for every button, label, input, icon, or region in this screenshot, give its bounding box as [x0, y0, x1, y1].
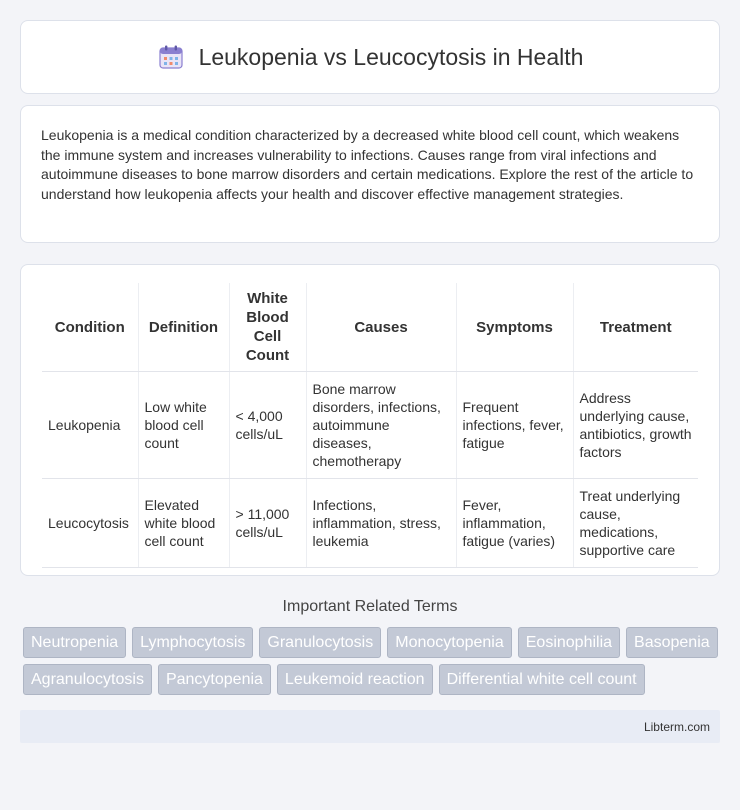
table-row [42, 479, 698, 568]
table-cell: < 4,000 cells/uL [229, 372, 306, 479]
term-tag-neutropenia[interactable]: Neutropenia [23, 627, 126, 658]
intro-card [20, 105, 720, 243]
term-tag-differential-white-cell-count[interactable]: Differential white cell count [439, 664, 645, 695]
comparison-table-card [20, 264, 720, 576]
term-tag-eosinophilia[interactable]: Eosinophilia [518, 627, 620, 658]
table-row [42, 372, 698, 479]
table-cell: Bone marrow disorders, infections, autoimmune diseases, chemotherapy [306, 372, 456, 479]
table-cell: Low white blood cell count [138, 372, 229, 479]
table-cell: Leucocytosis [42, 479, 138, 568]
column-header: Causes [306, 283, 456, 372]
comparison-table [42, 283, 698, 568]
table-cell: Elevated white blood cell count [138, 479, 229, 568]
term-tag-pancytopenia[interactable]: Pancytopenia [158, 664, 271, 695]
calendar-icon [157, 43, 185, 71]
header-card [20, 20, 720, 94]
term-tag-lymphocytosis[interactable]: Lymphocytosis [132, 627, 253, 658]
intro-text: Leukopenia is a medical condition characterized by a decreased white blood cell count, which weakens the immune system and increases vulnerability to infections. Causes range from viral infections and autoimmune diseases to bone marrow disorders and certain medications. Explore the rest of the article to understand how leukopenia affects your health and discover effective management strategies. [41, 127, 694, 202]
footer [20, 710, 720, 743]
term-tag-leukemoid-reaction[interactable]: Leukemoid reaction [277, 664, 433, 695]
column-header: Symptoms [456, 283, 573, 372]
table-cell: Leukopenia [42, 372, 138, 479]
related-terms-title: Important Related Terms [282, 598, 458, 615]
table-cell: Fever, inflammation, fatigue (varies) [456, 479, 573, 568]
column-header: Condition [42, 283, 138, 372]
column-header: Treatment [573, 283, 698, 372]
column-header: Definition [138, 283, 229, 372]
column-header: White Blood Cell Count [229, 283, 306, 372]
term-tag-granulocytosis[interactable]: Granulocytosis [259, 627, 381, 658]
page-title: Leukopenia vs Leucocytosis in Health [198, 43, 584, 70]
term-tag-agranulocytosis[interactable]: Agranulocytosis [23, 664, 152, 695]
table-cell: Infections, inflammation, stress, leukemia [306, 479, 456, 568]
table-cell: > 11,000 cells/uL [229, 479, 306, 568]
footer-brand-link[interactable]: Libterm.com [643, 719, 710, 734]
term-tag-basopenia[interactable]: Basopenia [626, 627, 718, 658]
table-cell: Frequent infections, fever, fatigue [456, 372, 573, 479]
table-cell: Address underlying cause, antibiotics, growth factors [573, 372, 698, 479]
table-cell: Treat underlying cause, medications, supportive care [573, 479, 698, 568]
table-header-row [42, 283, 698, 372]
term-tag-monocytopenia[interactable]: Monocytopenia [387, 627, 512, 658]
related-terms-list [23, 627, 720, 695]
